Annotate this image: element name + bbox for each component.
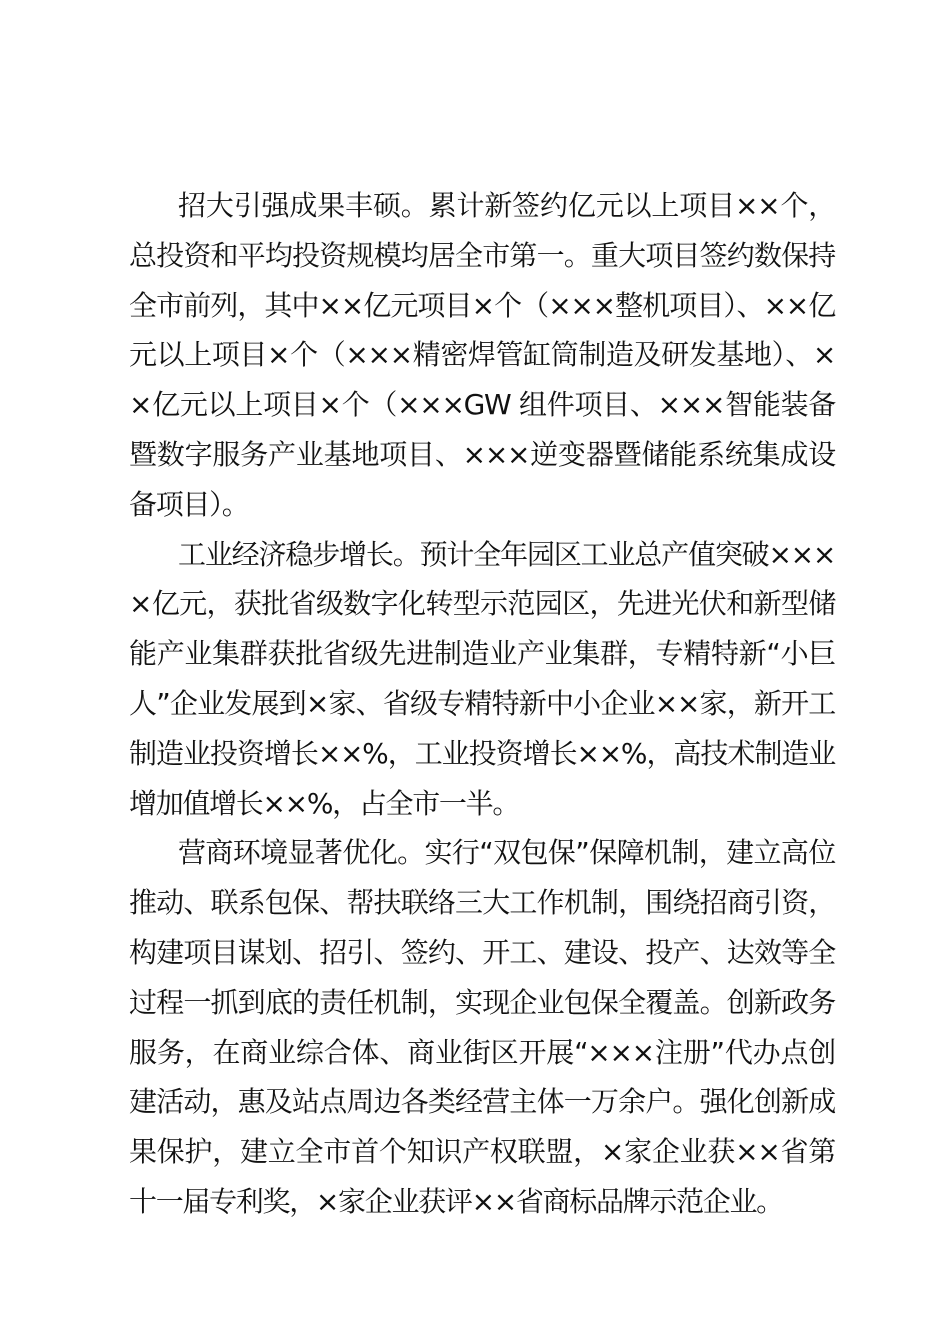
paragraph-investment: 招大引强成果丰硕。累计新签约亿元以上项目××个，总投资和平均投资规模均居全市第一。重大项目签约数保持全市前列，其中××亿元项目×个（×××整机项目）、××亿元以上项目×个（×××精密焊管缸筒制造及研发基地）、××亿元以上项目×个（×××GW 组件项目、×××智能装备暨数字服务产业基地项目、×××逆变器暨储能系统集成设备项目）。 [129, 189, 835, 521]
document-body [129, 181, 835, 1227]
paragraph-industrial-economy: 工业经济稳步增长。预计全年园区工业总产值突破××××亿元，获批省级数字化转型示范园区，先进光伏和新型储能产业集群获批省级先进制造业产业集群，专精特新“小巨人”企业发展到×家、省级专精特新中小企业××家，新开工制造业投资增长××%，工业投资增长××%，高技术制造业增加值增长××%，占全市一半。 [129, 537, 835, 820]
paragraph-business-environment: 营商环境显著优化。实行“双包保”保障机制，建立高位推动、联系包保、帮扶联络三大工作机制，围绕招商引资，构建项目谋划、招引、签约、开工、建设、投产、达效等全过程一抓到底的责任机制，实现企业包保全覆盖。创新政务服务，在商业综合体、商业街区开展“×××注册”代办点创建活动，惠及站点周边各类经营主体一万余户。强化创新成果保护，建立全市首个知识产权联盟，×家企业获××省第十一届专利奖，×家企业获评××省商标品牌示范企业。 [129, 836, 835, 1218]
